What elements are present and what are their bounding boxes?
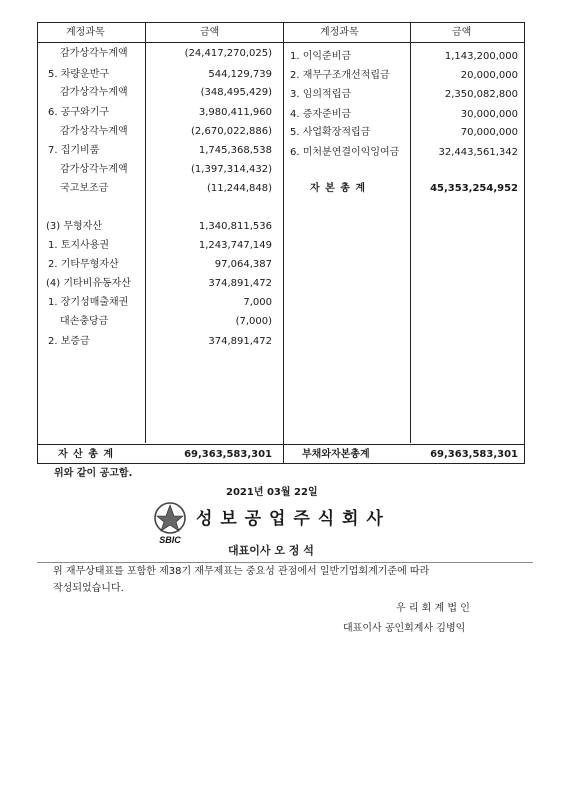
left-row-label: 국고보조금 xyxy=(60,183,109,194)
right-row-label: 2. 재무구조개선적립금 xyxy=(290,70,390,81)
left-row-amount: 1,340,811,536 xyxy=(198,221,272,232)
right-row-amount: 2,350,082,800 xyxy=(444,89,518,100)
liab-equity-total-label: 부채와자본총계 xyxy=(302,449,370,460)
liab-equity-total-amount: 69,363,583,301 xyxy=(430,449,518,460)
left-row-label: (4) 기타비유동자산 xyxy=(46,278,131,289)
notice-text: 위와 같이 공고함. xyxy=(54,468,133,479)
left-row-amount: 374,891,472 xyxy=(208,336,272,347)
company-logo xyxy=(150,500,190,546)
left-row-label: 대손충당금 xyxy=(60,316,109,327)
left-row-amount: (348,495,429) xyxy=(200,87,272,98)
right-row-label: 6. 미처분연결이익잉여금 xyxy=(290,147,400,158)
logo-text: SBIC xyxy=(159,535,181,545)
ceo-name: 대표이사 오 정 석 xyxy=(228,544,314,557)
right-row-amount: 70,000,000 xyxy=(460,127,518,138)
company-name: 성 보 공 업 주 식 회 사 xyxy=(196,509,384,529)
left-row-label: 감가상각누계액 xyxy=(60,48,128,59)
left-row-amount: (11,244,848) xyxy=(206,183,272,194)
header-liab-account: 계정과목 xyxy=(320,27,359,38)
right-row-label: 3. 임의적립금 xyxy=(290,89,352,100)
left-row-amount: 3,980,411,960 xyxy=(198,107,272,118)
equity-total-label: 자 본 총 계 xyxy=(310,183,367,194)
left-row-amount: (24,417,270,025) xyxy=(184,48,272,59)
left-row-label: 감가상각누계액 xyxy=(60,126,128,137)
column-divider xyxy=(283,23,284,463)
left-row-label: 2. 기타무형자산 xyxy=(48,259,119,270)
left-row-amount: 544,129,739 xyxy=(208,69,272,80)
left-row-amount: (2,670,022,886) xyxy=(191,126,272,137)
announcement-date: 2021년 03월 22일 xyxy=(226,487,318,498)
left-row-amount: (1,397,314,432) xyxy=(191,164,272,175)
right-row-amount: 20,000,000 xyxy=(460,70,518,81)
left-row-amount: 1,745,368,538 xyxy=(198,145,272,156)
left-row-label: 2. 보증금 xyxy=(48,336,90,347)
left-row-label: 감가상각누계액 xyxy=(60,164,128,175)
right-row-amount: 32,443,561,342 xyxy=(438,147,518,158)
header-liab-amount: 금액 xyxy=(452,27,472,38)
left-row-amount: 7,000 xyxy=(243,297,272,308)
left-row-amount: 1,243,747,149 xyxy=(198,240,272,251)
right-row-amount: 1,143,200,000 xyxy=(444,51,518,62)
left-row-label: 6. 공구와기구 xyxy=(48,107,110,118)
left-row-amount: (7,000) xyxy=(235,316,272,327)
header-asset-account: 계정과목 xyxy=(66,27,105,38)
left-row-label: 7. 집기비품 xyxy=(48,145,100,156)
right-row-label: 1. 이익준비금 xyxy=(290,51,352,62)
left-row-label: 1. 토지사용권 xyxy=(48,240,110,251)
audit-statement-line1: 위 재무상태표를 포함한 제38기 재무제표는 중요성 관점에서 일반기업회계기준에 따라 xyxy=(53,566,430,577)
left-row-label: (3) 무형자산 xyxy=(46,221,102,232)
column-divider xyxy=(145,23,146,443)
left-row-label: 1. 장기성매출채권 xyxy=(48,297,129,308)
right-row-label: 5. 사업확장적립금 xyxy=(290,127,371,138)
balance-sheet-table xyxy=(37,22,525,464)
asset-total-amount: 69,363,583,301 xyxy=(184,449,272,460)
column-divider xyxy=(410,23,411,443)
left-row-label: 5. 차량운반구 xyxy=(48,69,110,80)
totals-row xyxy=(38,444,524,464)
equity-total-amount: 45,353,254,952 xyxy=(430,183,518,194)
left-row-label: 감가상각누계액 xyxy=(60,87,128,98)
asset-total-label: 자 산 총 계 xyxy=(58,449,115,460)
right-row-amount: 30,000,000 xyxy=(460,109,518,120)
left-row-amount: 374,891,472 xyxy=(208,278,272,289)
auditor-firm: 우 리 회 계 법 인 xyxy=(396,603,470,614)
header-asset-amount: 금액 xyxy=(200,27,220,38)
section-divider xyxy=(37,562,533,563)
audit-statement-line2: 작성되었습니다. xyxy=(53,583,124,594)
auditor-signatory: 대표이사 공인회계사 김병익 xyxy=(343,623,466,634)
right-row-label: 4. 증자준비금 xyxy=(290,109,352,120)
left-row-amount: 97,064,387 xyxy=(214,259,272,270)
table-header xyxy=(38,23,524,43)
